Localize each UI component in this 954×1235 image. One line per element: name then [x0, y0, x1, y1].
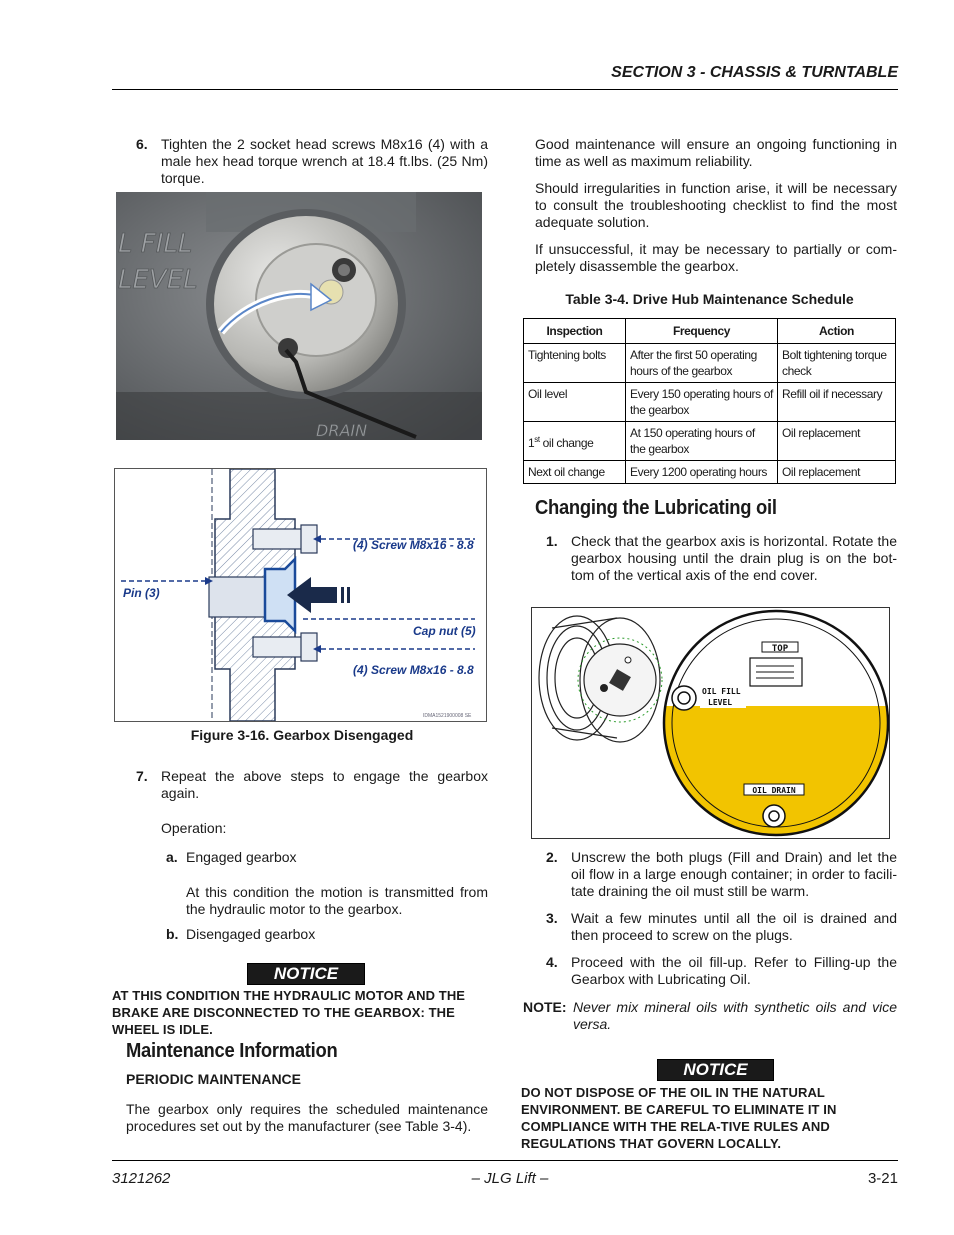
step-number: 6.: [136, 136, 148, 152]
table-cell: After the first 50 operating hours of the gearbox: [626, 344, 778, 383]
table-row: [524, 344, 896, 383]
gearbox-photo: [116, 192, 482, 440]
table-header: Inspection: [524, 319, 626, 344]
header-rule: [112, 89, 898, 90]
sub-text: Engaged gearbox: [186, 849, 297, 865]
table-row: [524, 383, 896, 422]
heading-maintenance-information: Maintenance Information: [126, 1040, 338, 1062]
table-cell: [524, 422, 626, 461]
table-row: [524, 422, 896, 461]
step-number: 3.: [546, 910, 558, 926]
ordinal-number: 1: [528, 435, 535, 450]
table-title: Table 3-4. Drive Hub Maintenance Schedule: [565, 291, 854, 307]
image-code: IDMA1521900008 SE: [423, 713, 472, 719]
cross-section-diagram: [114, 468, 487, 722]
step-3: [546, 910, 897, 944]
table-cell: Oil level: [524, 383, 626, 422]
sub-item-b: [166, 926, 488, 943]
intro-paragraph-1: Good maintenance will ensure an ongoing functioning in time as well as maximum reliability.: [535, 136, 897, 169]
intro-paragraph-3: If unsuccessful, it may be necessary to partially or com-pletely disassemble the gearbox.: [535, 241, 897, 274]
maintenance-schedule-table: [523, 318, 896, 484]
step-number: 4.: [546, 954, 558, 970]
section-title: SECTION 3 - CHASSIS & TURNTABLE: [611, 64, 898, 81]
footer-rule: [112, 1160, 898, 1161]
gearbox-cover-diagram: [531, 607, 890, 839]
figure-caption: Figure 3-16. Gearbox Disengaged: [190, 727, 414, 743]
table-cell: Every 150 operating hours of the gearbox: [626, 383, 778, 422]
table-cell: Refill oil if necessary: [778, 383, 896, 422]
heading-periodic-maintenance: PERIODIC MAINTENANCE: [126, 1071, 302, 1087]
label-cap-nut: Cap nut (5): [413, 624, 476, 638]
sub-letter: a.: [166, 849, 178, 865]
step-text: Unscrew the both plugs (Fill and Drain) and let the oil flow in a large enough container; in order to facili-tate draining the oil must still be warm.: [571, 849, 897, 899]
photo-lettering-fill: L FILL: [118, 229, 193, 259]
step-text: Check that the gearbox axis is horizontal. Rotate the gearbox housing until the drain plug is on the bot-tom of the vertical axis of the end cover.: [571, 533, 897, 583]
step-number: 7.: [136, 768, 148, 784]
sub-letter: b.: [166, 926, 179, 942]
notice-badge: NOTICE: [657, 1059, 774, 1081]
cover-level-label: LEVEL: [708, 698, 733, 707]
step-text: Tighten the 2 socket head screws M8x16 (4) with a male hex head torque wrench at 18.4 ft.lbs. (25 Nm) torque.: [161, 136, 488, 186]
sub-text: Disengaged gearbox: [186, 926, 316, 942]
operation-label: Operation:: [161, 820, 227, 836]
note-label: NOTE:: [523, 999, 567, 1015]
heading-changing-lubricating-oil: Changing the Lubricating oil: [535, 497, 777, 519]
notice-badge: NOTICE: [247, 963, 365, 985]
table-cell: Oil replacement: [778, 422, 896, 461]
label-screw-bottom: (4) Screw M8x16 - 8.8: [353, 663, 474, 677]
doc-number: 3121262: [112, 1170, 171, 1187]
gearbox-photo-drawing: [116, 192, 482, 440]
ordinal-suffix: st: [534, 434, 540, 444]
footer-brand: – JLG Lift –: [471, 1170, 549, 1187]
table-cell: Tightening bolts: [524, 344, 626, 383]
photo-lettering-level: LEVEL: [118, 265, 198, 295]
table-header-row: [524, 319, 896, 344]
sub-item-a-detail: At this condition the motion is transmitted from the hydraulic motor to the gearbox.: [186, 884, 488, 917]
step-number: 1.: [546, 533, 558, 549]
table-cell: Every 1200 operating hours: [626, 461, 778, 484]
page-number: 3-21: [867, 1170, 898, 1187]
label-pin: Pin (3): [123, 586, 160, 600]
step-number: 2.: [546, 849, 558, 865]
photo-lettering-drain: DRAIN: [316, 421, 368, 440]
step-1: [546, 533, 897, 584]
label-screw-top: (4) Screw M8x16 - 8.8: [353, 538, 474, 552]
cell-suffix: oil change: [539, 435, 594, 450]
cross-section-drawing: [115, 469, 486, 721]
step-7: [136, 768, 488, 802]
table-cell: Bolt tightening torque check: [778, 344, 896, 383]
table-cell: At 150 operating hours of the gearbox: [626, 422, 778, 461]
step-4: [546, 954, 897, 988]
gearbox-cover-drawing: [532, 608, 889, 838]
table-cell: Next oil change: [524, 461, 626, 484]
step-2: [546, 849, 897, 900]
table-header: Frequency: [626, 319, 778, 344]
table-header: Action: [778, 319, 896, 344]
intro-paragraph-2: Should irregularities in function arise, it will be necessary to consult the troubleshooting checklist to find the most adequate solution.: [535, 180, 897, 230]
notice-text: DO NOT DISPOSE OF THE OIL IN THE NATURAL ENVIRONMENT. BE CAREFUL TO ELIMINATE IT IN COMPLIANCE WITH THE RELA-TIVE RULES AND REGULATIONS THAT GOVERN LOCALLY.: [521, 1085, 837, 1151]
table-row: [524, 461, 896, 484]
step-text: Repeat the above steps to engage the gearbox again.: [161, 768, 488, 801]
sub-item-a: [166, 849, 488, 866]
cover-top-label: TOP: [771, 644, 789, 654]
periodic-text: The gearbox only requires the scheduled maintenance procedures set out by the manufacturer (see Table 3-4).: [126, 1101, 488, 1134]
cover-drain-label: OIL DRAIN: [752, 786, 796, 795]
step-text: Wait a few minutes until all the oil is drained and then proceed to screw on the plugs.: [571, 910, 897, 943]
notice-text: AT THIS CONDITION THE HYDRAULIC MOTOR AND THE BRAKE ARE DISCONNECTED TO THE GEARBOX: THE WHEEL IS IDLE.: [112, 988, 466, 1037]
table-cell: Oil replacement: [778, 461, 896, 484]
note-text: Never mix mineral oils with synthetic oils and vice versa.: [573, 999, 897, 1032]
step-6: [136, 136, 488, 187]
note: [523, 999, 897, 1033]
step-text: Proceed with the oil fill-up. Refer to Filling-up the Gearbox with Lubricating Oil.: [571, 954, 897, 987]
cover-fill-label: OIL FILL: [702, 687, 741, 696]
